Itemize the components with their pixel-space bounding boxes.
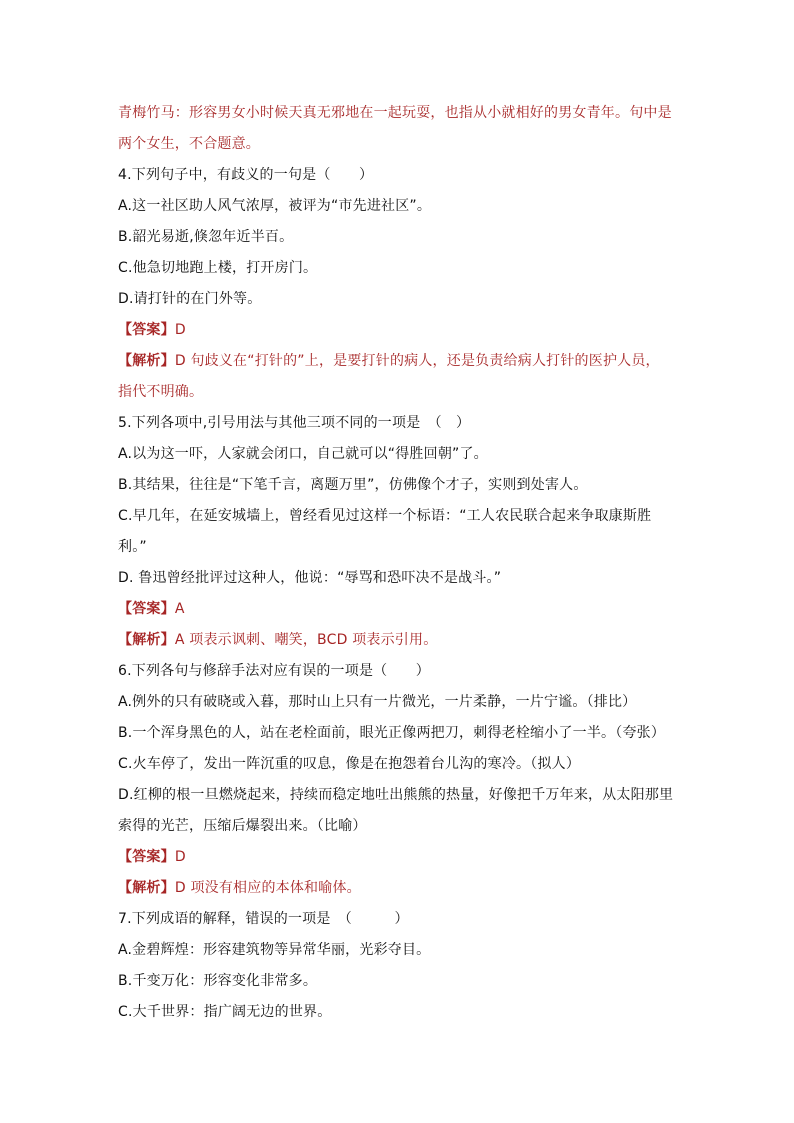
line-text: 利。” — [118, 539, 147, 555]
text-line — [118, 656, 678, 687]
text-line — [118, 966, 678, 997]
line-text: D 句歧义在“打针的”上，是要打针的病人，还是负责给病人打针的医护人员， — [174, 353, 660, 369]
text-line — [118, 532, 678, 563]
answer-tag: 【答案】 — [118, 322, 175, 338]
line-text: B.其结果，往往是“下笔千言，离题万里”，仿佛像个才子，实则到处害人。 — [118, 477, 588, 493]
explanation-line — [118, 377, 678, 408]
line-text: D.红柳的根一旦燃烧起来，持续而稳定地吐出熊熊的热量，好像把千万年来，从太阳那里 — [118, 787, 674, 803]
line-text: B.一个浑身黑色的人，站在老栓面前，眼光正像两把刀，刺得老栓缩小了一半。（夸张） — [118, 725, 666, 741]
answer-line — [118, 594, 678, 625]
line-text: 7.下列成语的解释，错误的一项是 （ ） — [118, 911, 409, 927]
text-line — [118, 687, 678, 718]
answer-line — [118, 315, 678, 346]
analysis-line — [118, 873, 678, 904]
line-text: D.请打针的在门外等。 — [118, 291, 262, 307]
analysis-line — [118, 625, 678, 656]
line-text: D 项没有相应的本体和喻体。 — [174, 880, 361, 896]
line-text: A.金碧辉煌：形容建筑物等异常华丽，光彩夺目。 — [118, 942, 431, 958]
document-body — [118, 98, 678, 1028]
text-line — [118, 160, 678, 191]
text-line — [118, 439, 678, 470]
line-text: 6.下列各句与修辞手法对应有误的一项是（ ） — [118, 663, 430, 679]
line-text: A — [174, 601, 185, 617]
text-line — [118, 284, 678, 315]
line-text: D — [174, 322, 186, 338]
line-text: 指代不明确。 — [118, 384, 204, 400]
analysis-line — [118, 346, 678, 377]
text-line — [118, 408, 678, 439]
line-text: 5.下列各项中,引号用法与其他三项不同的一项是 （ ） — [118, 415, 471, 431]
line-text: D — [174, 849, 186, 865]
line-text: C.火车停了，发出一阵沉重的叹息，像是在抱怨着台儿沟的寒冷。（拟人） — [118, 756, 581, 772]
line-text: A 项表示讽刺、嘲笑，BCD 项表示引用。 — [174, 632, 438, 648]
text-line — [118, 904, 678, 935]
text-line — [118, 997, 678, 1028]
text-line — [118, 749, 678, 780]
text-line — [118, 222, 678, 253]
explanation-line — [118, 98, 678, 129]
text-line — [118, 780, 678, 811]
line-text: 索得的光芒，压缩后爆裂出来。（比喻） — [118, 818, 367, 834]
analysis-tag: 【解析】 — [118, 353, 175, 369]
line-text: B.千变万化：形容变化非常多。 — [118, 973, 318, 989]
analysis-tag: 【解析】 — [118, 632, 175, 648]
line-text: C.大千世界：指广阔无边的世界。 — [118, 1004, 332, 1020]
text-line — [118, 811, 678, 842]
answer-line — [118, 842, 678, 873]
line-text: 4.下列句子中，有歧义的一句是（ ） — [118, 167, 374, 183]
line-text: B.韶光易逝,倏忽年近半百。 — [118, 229, 294, 245]
line-text: C.他急切地跑上楼，打开房门。 — [118, 260, 318, 276]
line-text: A.例外的只有破晓或入暮，那时山上只有一片微光，一片柔静，一片宁谧。（排比） — [118, 694, 637, 710]
answer-tag: 【答案】 — [118, 601, 175, 617]
answer-tag: 【答案】 — [118, 849, 175, 865]
text-line — [118, 935, 678, 966]
text-line — [118, 501, 678, 532]
line-text: C.早几年，在延安城墙上，曾经看见过这样一个标语：“工人农民联合起来争取康斯胜 — [118, 508, 652, 524]
line-text: 青梅竹马：形容男女小时候天真无邪地在一起玩耍，也指从小就相好的男女青年。句中是 — [118, 105, 672, 121]
text-line — [118, 563, 678, 594]
text-line — [118, 191, 678, 222]
line-text: D. 鲁迅曾经批评过这种人，他说：“辱骂和恐吓决不是战斗。” — [118, 570, 502, 586]
text-line — [118, 470, 678, 501]
text-line — [118, 718, 678, 749]
analysis-tag: 【解析】 — [118, 880, 175, 896]
line-text: A.以为这一吓，人家就会闭口，自己就可以“得胜回朝”了。 — [118, 446, 488, 462]
text-line — [118, 253, 678, 284]
line-text: A.这一社区助人风气浓厚，被评为“市先进社区”。 — [118, 198, 432, 214]
line-text: 两个女生，不合题意。 — [118, 136, 260, 152]
explanation-line — [118, 129, 678, 160]
